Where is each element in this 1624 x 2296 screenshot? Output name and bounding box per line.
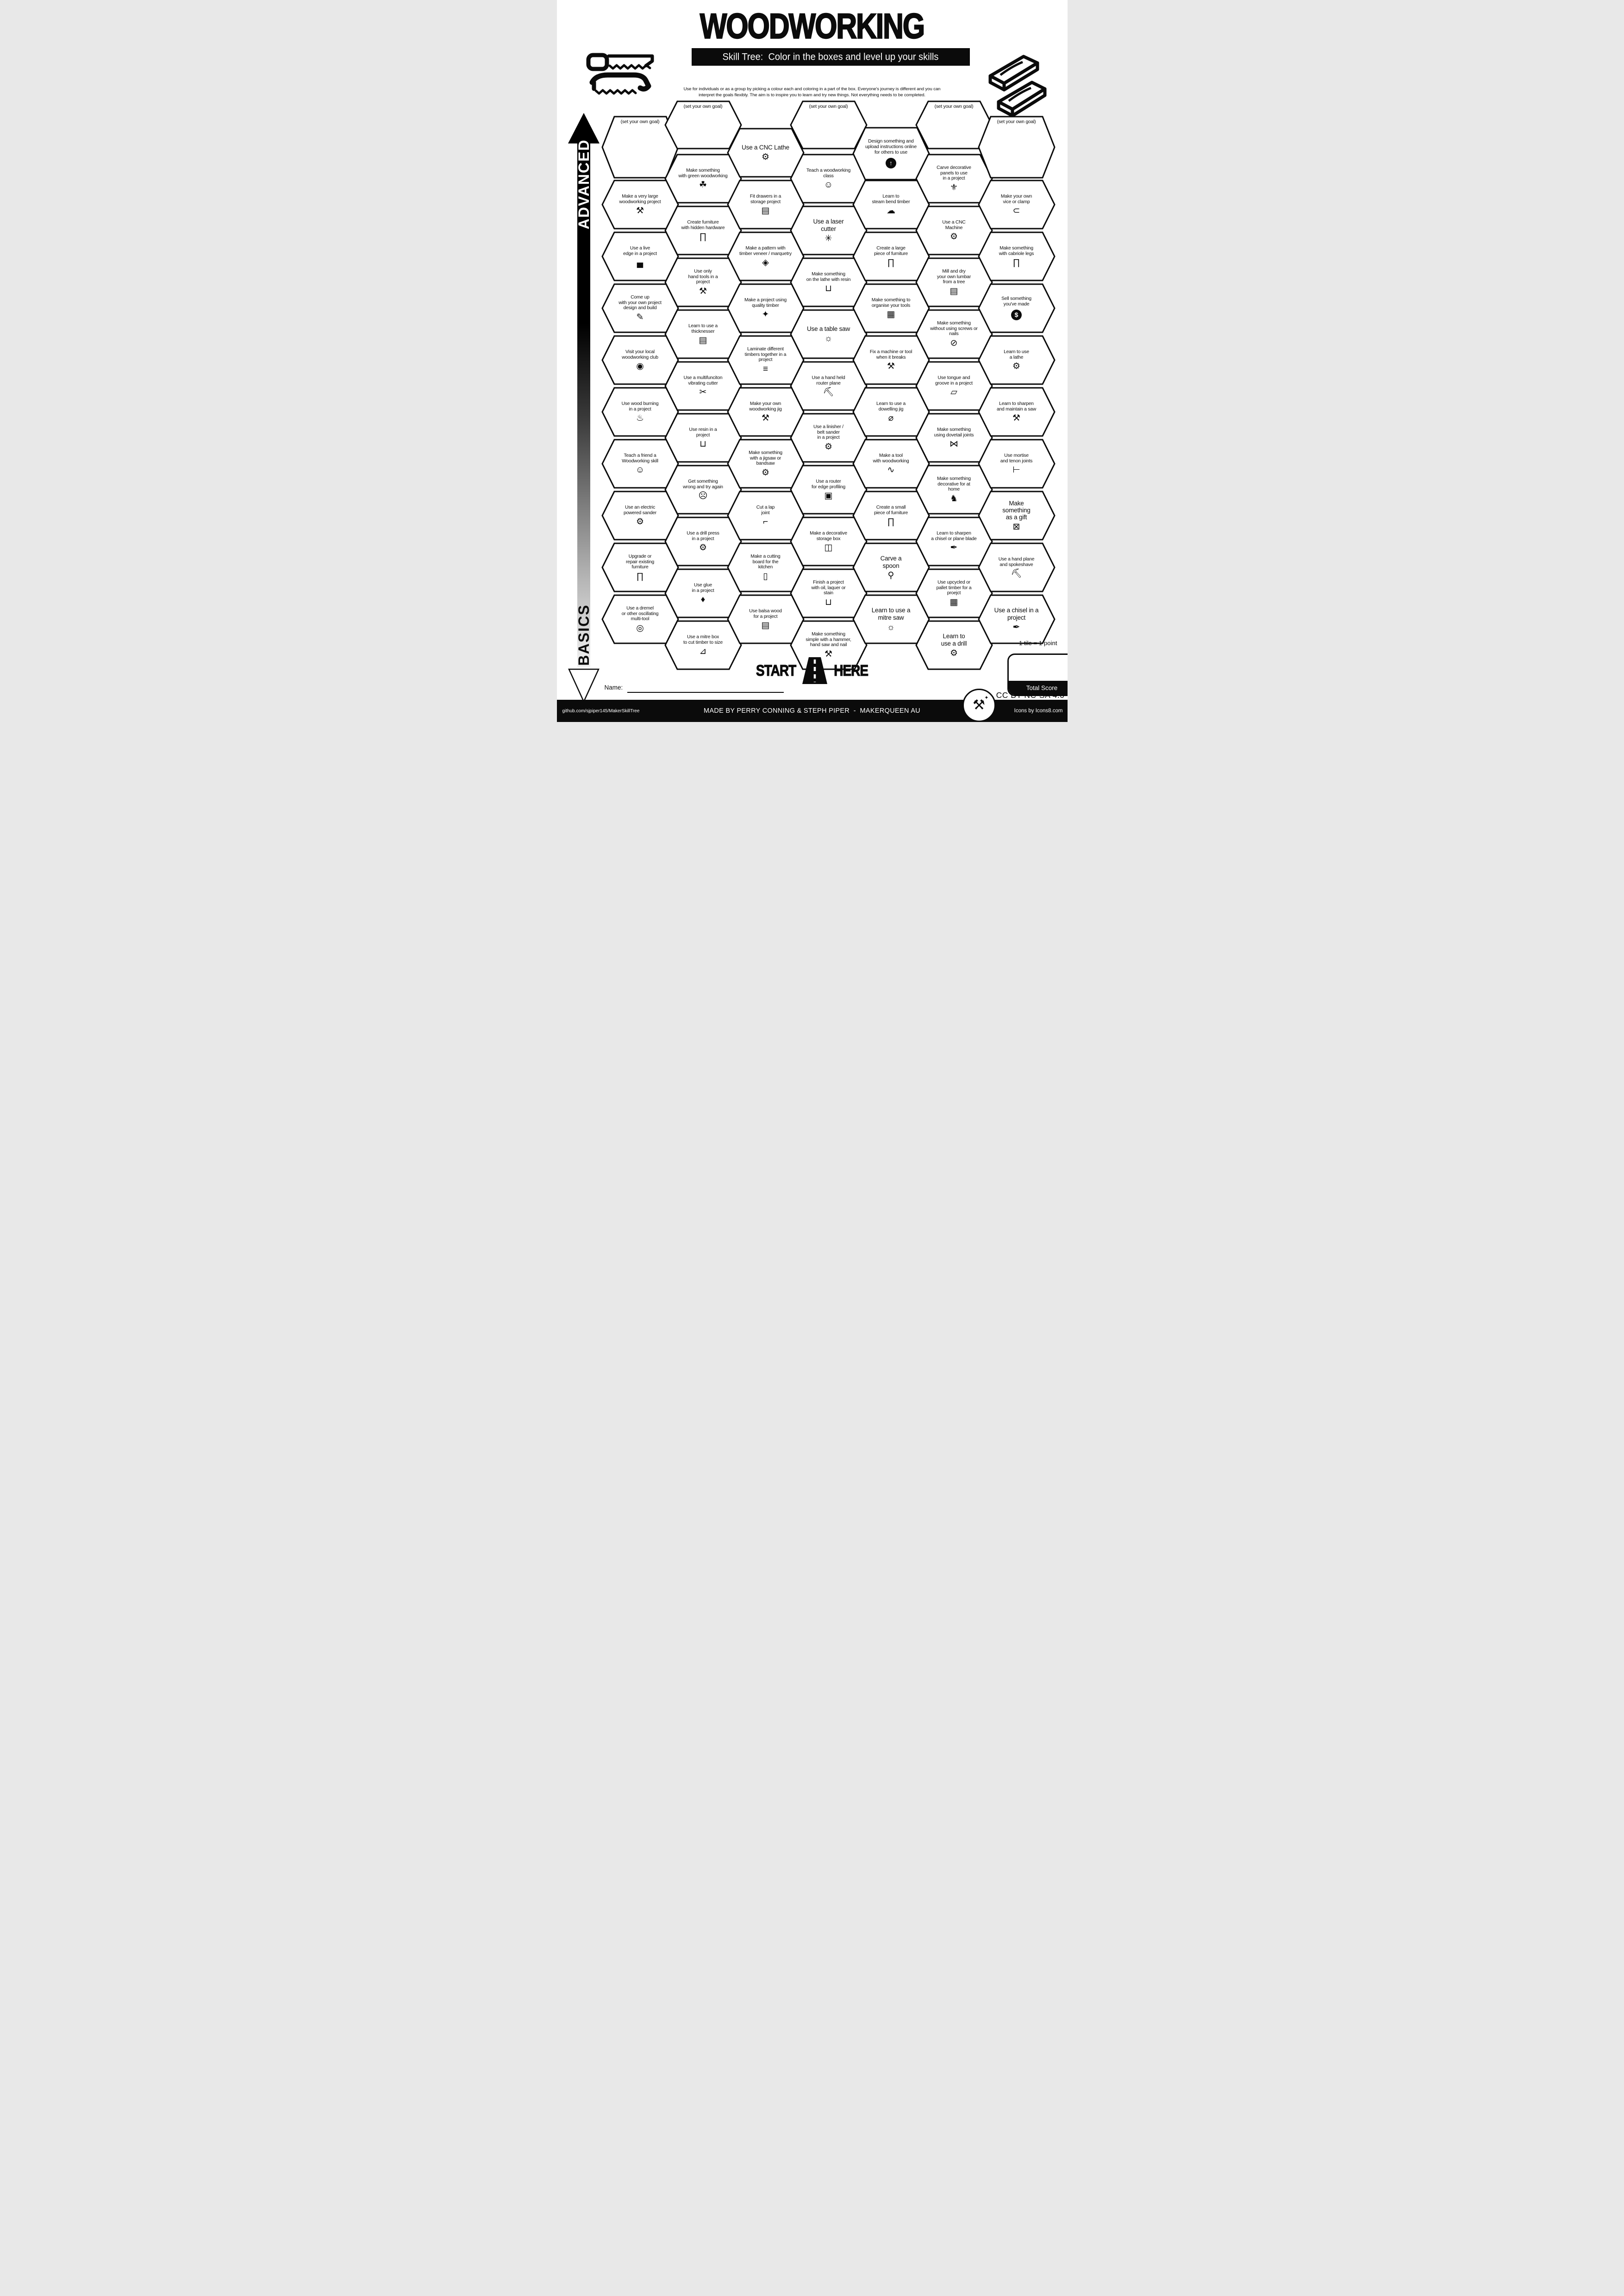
stool-icon: ∏: [699, 232, 707, 242]
hex-tile[interactable]: [979, 284, 1055, 332]
hex-label: Make something simple with a hammer, hand saw and nail: [806, 631, 851, 648]
presenter-icon: ☺: [824, 180, 833, 190]
hex-label: Use mortise and tenon joints: [1000, 453, 1033, 464]
power-drill-icon: ⚙: [949, 648, 958, 658]
spoon-icon: ⚲: [887, 570, 894, 580]
footer-icons-credit: Icons by Icons8.com: [1014, 708, 1063, 714]
total-score-box[interactable]: [1007, 653, 1068, 696]
hex-label: Use a router for edge profiling: [811, 479, 846, 490]
hex-label: Create a large piece of furniture: [874, 245, 908, 256]
hex-label: (set your own goal): [683, 104, 723, 109]
routed-box-icon: ▣: [824, 491, 833, 501]
subtitle-text: Skill Tree: Color in the boxes and level up your skills: [722, 51, 939, 62]
name-label: Name:: [604, 684, 623, 691]
mitre-saw-icon: ☼: [887, 622, 895, 632]
hex-label: Laminate different timbers together in a project: [744, 346, 787, 363]
description-line2: interpret the goals flexibly. The aim is to inspire you to learn and try new things. Not everything needs to be completed.: [699, 93, 925, 98]
hex-label: Make something with cabriole legs: [999, 245, 1034, 256]
upload-circle-icon: ↑: [886, 158, 896, 168]
hammer-icon: ⚒: [824, 649, 833, 660]
hex-label: Use a dremel or other oscillating multi-tool: [621, 605, 659, 622]
cnc-lathe-icon: ⚙: [761, 152, 770, 162]
dowel-icon: ⌀: [888, 413, 894, 423]
hex-label: Make something on the lathe with resin: [806, 271, 851, 282]
hex-tile[interactable]: [979, 595, 1055, 643]
laminated-boards-icon: ≡: [762, 364, 768, 374]
crossed-tools-icon: ⚒: [761, 413, 770, 423]
hex-label: (set your own goal): [997, 119, 1036, 124]
start-here: [557, 657, 1068, 684]
hex-label: Use tongue and groove in a project: [935, 375, 973, 386]
hex-content: [979, 492, 1055, 540]
hex-label: Make a pattern with timber veneer / marquetry: [739, 245, 792, 256]
no-nails-icon: ⊘: [950, 338, 958, 348]
license-label: CC BY-NC-SA 4.0: [996, 691, 1065, 700]
timber-stack-icon: ▤: [699, 336, 707, 346]
footer-credit: MADE BY PERRY CONNING & STEPH PIPER - MAKERQUEEN AU: [704, 707, 920, 715]
hex-content: [979, 117, 1055, 178]
hex-label: Use a hand held router plane: [812, 375, 845, 386]
crossed-tools-icon: ⚒: [973, 697, 985, 713]
hex-label: Use a multifunciton vibrating cutter: [683, 375, 723, 386]
page-title: WOODWORKING: [700, 7, 924, 46]
name-input-line[interactable]: [627, 692, 784, 693]
repair-tools-icon: ⚒: [887, 361, 895, 372]
hex-label: Use a laser cutter: [813, 218, 844, 232]
wood-lathe-icon: ⚙: [1012, 361, 1021, 372]
hex-content: [979, 336, 1055, 384]
dollar-circle-icon: $: [1011, 310, 1022, 320]
drill-press-icon: ⚙: [699, 543, 707, 553]
hex-tile[interactable]: [979, 336, 1055, 384]
hex-label: Learn to sharpen a chisel or plane blade: [931, 530, 977, 541]
belt-sander-icon: ⚙: [824, 442, 833, 452]
hex-tile[interactable]: [979, 492, 1055, 540]
axe-log-icon: ▄: [637, 258, 643, 268]
tile-point-note: 1 tile = 1 point: [1019, 640, 1057, 647]
hex-label: Make your own woodworking jig: [749, 401, 782, 412]
hex-tile[interactable]: [979, 440, 1055, 488]
saw-blade-icon: ☼: [824, 334, 833, 344]
hex-label: Use a table saw: [806, 325, 850, 332]
hex-label: Learn to use a mitre saw: [871, 607, 911, 621]
subtitle-bar: [692, 48, 970, 66]
blueprint-pencil-icon: ✎: [636, 312, 644, 323]
hex-label: Use a mitre box to cut timber to size: [683, 634, 723, 645]
glue-bottle-icon: ♦: [700, 595, 706, 605]
hex-label: Make a project using quality timber: [744, 297, 787, 308]
hex-label: Come up with your own project design and build: [618, 294, 662, 311]
hex-label: (set your own goal): [620, 119, 660, 124]
paint-bucket-icon: ⊔: [700, 439, 706, 449]
hex-content: [979, 595, 1055, 643]
hex-label: Use balsa wood for a project: [749, 608, 782, 619]
footer-github-url: github.com/sjpiper145/MakerSkillTree: [562, 708, 640, 714]
hex-label: Teach a woodworking class: [806, 168, 851, 179]
hex-label: Learn to use a dowelling jig: [876, 401, 906, 412]
person-carrying-plank-icon: ⚒: [636, 206, 644, 216]
hex-tile[interactable]: [979, 388, 1055, 436]
hex-label: Carve decorative panels to use in a project: [937, 165, 971, 181]
hex-label: Teach a friend a Woodworking skill: [622, 453, 658, 464]
hex-tile[interactable]: [979, 232, 1055, 280]
advanced-label: ADVANCED: [575, 139, 592, 230]
hex-label: Mill and dry your own lumbar from a tree: [937, 268, 971, 285]
hex-label: Learn to sharpen and maintain a saw: [996, 401, 1037, 412]
hex-label: Make something using dovetail joints: [934, 427, 974, 438]
hex-label: Make a tool with woodworking: [873, 453, 909, 464]
total-score-label: Total Score: [1026, 684, 1058, 691]
hex-label: Learn to use a thicknesser: [688, 323, 718, 334]
hex-content: [979, 232, 1055, 280]
router-plane-icon: ⛏: [823, 387, 834, 398]
hex-label: Learn to use a lathe: [1004, 349, 1029, 360]
location-pin-icon: ◉: [636, 361, 644, 372]
milled-planks-icon: ▤: [949, 286, 958, 297]
stool-icon: ∏: [636, 572, 644, 582]
hex-label: Visit your local woodworking club: [622, 349, 658, 360]
hand-saws-icon: [585, 52, 655, 104]
lap-joint-icon: ⌐: [762, 517, 768, 527]
flame-icon: ♨: [636, 413, 644, 423]
hex-label: Use a CNC Lathe: [742, 143, 789, 151]
fleur-de-lis-icon: ⚜: [949, 183, 958, 193]
table-icon: ∏: [887, 258, 895, 268]
balsa-planks-icon: ▤: [761, 621, 770, 631]
hex-label: Fit drawers in a storage project: [750, 193, 781, 205]
hex-label: Use a chisel in a project: [994, 607, 1039, 621]
seedling-icon: ☘: [699, 180, 707, 190]
hex-tile[interactable]: [979, 117, 1055, 178]
hex-label: Make something with a jigsaw or bandsaw: [749, 450, 782, 467]
hex-label: Use an electric powered sander: [623, 504, 657, 516]
hex-label: Learn to use a drill: [941, 633, 967, 647]
sharpened-chisel-icon: ✒: [950, 543, 958, 553]
hex-tile[interactable]: [979, 543, 1055, 591]
hex-label: Use a live edge in a project: [623, 245, 657, 256]
finish-bucket-icon: ⊔: [825, 597, 832, 608]
road-icon: [802, 657, 827, 684]
hex-label: Make your own vice or clamp: [1000, 193, 1032, 205]
hex-label: Learn to steam bend timber: [872, 193, 910, 205]
pallet-crate-icon: ▦: [949, 597, 958, 608]
orbital-sander-icon: ⚙: [636, 517, 644, 527]
hex-label: Use a drill press in a project: [687, 530, 719, 541]
hex-label: Use upcycled or pallet timber for a proejct: [936, 579, 972, 596]
hex-label: Make something to organise your tools: [871, 297, 911, 308]
mitre-box-saw-icon: ⊿: [699, 647, 707, 657]
hex-label: Use wood burning in a project: [621, 401, 659, 412]
stool-icon: ∏: [887, 517, 895, 527]
hex-label: (set your own goal): [934, 104, 974, 109]
woodworking-skill-tree-poster: [557, 0, 1068, 722]
cutting-board-icon: ▯: [763, 572, 768, 582]
hex-label: Make something with green woodworking: [678, 168, 728, 179]
hex-content: [979, 388, 1055, 436]
hex-label: Make a cutting board for the kitchen: [750, 554, 781, 570]
hex-label: Make something decorative for at home: [937, 476, 971, 492]
hex-label: Use a hand plane and spokeshave: [998, 556, 1035, 567]
hex-label: Use resin in a project: [689, 427, 717, 438]
timber-planks-icon: [987, 54, 1047, 122]
pegboard-icon: ▦: [887, 310, 895, 320]
hex-label: Fix a machine or tool when it breaks: [869, 349, 912, 360]
hex-label: Design something and upload instructions online for others to use: [865, 139, 917, 155]
hex-label: Carve a spoon: [880, 555, 902, 569]
hex-label: Finish a project with oil, laquer or stain: [811, 579, 846, 596]
c-clamp-icon: ⊂: [1012, 206, 1020, 216]
steam-cloud-icon: ☁: [887, 206, 895, 216]
hex-content: [979, 180, 1055, 229]
resin-bucket-icon: ⊔: [825, 284, 832, 294]
friends-laptop-icon: ☺: [635, 465, 645, 475]
hex-label: Create furniture with hidden hardware: [681, 219, 725, 230]
cnc-machine-icon: ⚙: [949, 232, 958, 242]
storage-box-icon: ◫: [824, 543, 833, 553]
here-label: HERE: [834, 661, 868, 679]
sad-picture-frame-icon: ☹: [698, 491, 708, 501]
start-label: START: [756, 661, 796, 679]
hex-content: [979, 440, 1055, 488]
makerqueen-logo: [962, 689, 996, 722]
oscillating-cutter-icon: ✂: [699, 387, 707, 398]
hex-tile[interactable]: [979, 180, 1055, 229]
laser-beam-icon: ✳: [824, 233, 832, 243]
sharpen-saw-icon: ⚒: [1012, 413, 1021, 423]
hex-label: Make something as a gift: [1002, 499, 1031, 521]
jigsaw-icon: ⚙: [761, 468, 770, 478]
hex-label: Use only hand tools in a project: [688, 268, 718, 285]
hex-label: Get something wrong and try again: [683, 479, 723, 490]
basics-label: BASICS: [575, 604, 592, 666]
carved-ornament-icon: ♞: [949, 494, 958, 504]
hex-label: Use a CNC Machine: [942, 219, 966, 230]
hex-label: Create a small piece of furniture: [874, 504, 908, 516]
hex-label: Upgrade or repair existing furniture: [625, 554, 655, 570]
rotary-multitool-icon: ◎: [636, 623, 644, 634]
total-score-blank[interactable]: [1009, 655, 1068, 681]
hex-label: Make something without using screws or nails: [930, 320, 978, 337]
spokeshave-curve-icon: ∿: [887, 465, 895, 475]
quality-timber-icon: ✦: [762, 310, 769, 320]
hex-label: Use a linisher / belt sander in a project: [813, 424, 843, 441]
sparkle-icon: ✦: [984, 695, 989, 701]
drawers-icon: ▤: [761, 206, 770, 216]
hand-plane-icon: ⛏: [1011, 569, 1022, 579]
chisel-icon: ✒: [1012, 622, 1020, 632]
hex-label: Cut a lap joint: [756, 504, 775, 516]
hex-label: Sell something you've made: [1001, 296, 1031, 307]
tongue-groove-icon: ▱: [950, 387, 957, 398]
hex-content: [979, 543, 1055, 591]
hex-content: [979, 284, 1055, 332]
description-line1: Use for individuals or as a group by picking a colour each and coloring in a part of the box. Everyone's journey is different and you can: [683, 87, 941, 92]
dovetail-joint-icon: ⋈: [949, 439, 958, 449]
inlay-pattern-icon: ◈: [762, 258, 769, 268]
hex-label: Use glue in a project: [692, 582, 714, 593]
cabriole-table-icon: ∏: [1012, 258, 1020, 268]
mortise-tenon-icon: ⊢: [1012, 465, 1020, 475]
hex-label: Make a decorative storage box: [810, 530, 847, 541]
gift-bow-icon: ⊠: [1012, 522, 1020, 532]
hex-label: Make a very large woodworking project: [619, 193, 661, 205]
hex-label: (set your own goal): [809, 104, 848, 109]
handsaw-icon: ⚒: [699, 286, 707, 297]
